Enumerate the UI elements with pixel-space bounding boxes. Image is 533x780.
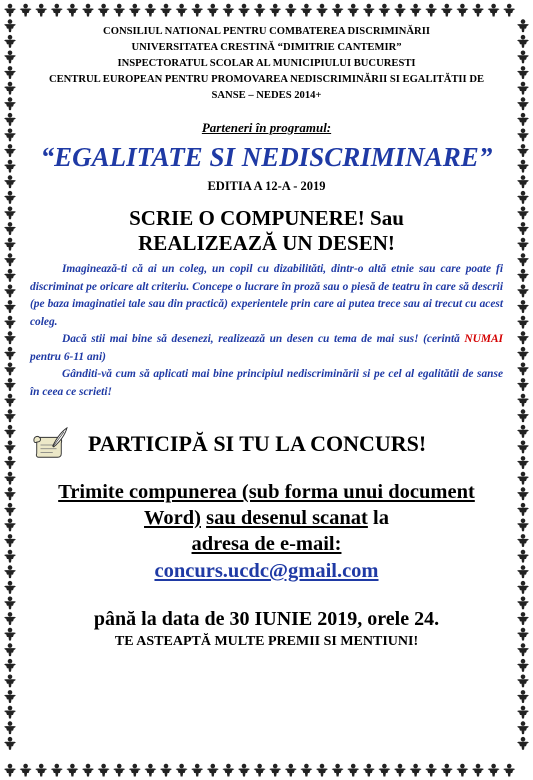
border-figure-icon <box>517 113 529 126</box>
border-figure-icon <box>4 191 16 204</box>
border-figure-icon <box>517 331 529 344</box>
send-part-2: sau desenul scanat <box>206 507 368 529</box>
border-figure-icon <box>4 472 16 485</box>
border-figure-icon <box>488 764 500 777</box>
organizer-line: CENTRUL EUROPEAN PENTRU PROMOVAREA NEDISCRIMINĂRII SI EGALITĂTII DE <box>48 74 485 85</box>
border-figure-icon <box>517 66 529 79</box>
border-figure-icon <box>4 721 16 734</box>
only-highlight: NUMAI <box>464 333 503 345</box>
send-part-1: Trimite compunerea (sub forma unui document Word) <box>58 481 475 529</box>
border-figure-icon <box>4 659 16 672</box>
border-figure-icon <box>4 690 16 703</box>
border-figure-icon <box>4 4 16 17</box>
border-figure-icon <box>517 35 529 48</box>
headline-line-2: REALIZEAZĂ UN DESEN! <box>138 231 395 255</box>
organizer-line: CONSILIUL NATIONAL PENTRU COMBATEREA DISCRIMINĂRII <box>103 26 430 37</box>
border-figure-icon <box>517 581 529 594</box>
border-figure-icon <box>4 675 16 688</box>
border-figure-icon <box>517 19 529 32</box>
border-figure-icon <box>66 764 78 777</box>
deadline: până la data de 30 IUNIE 2019, orele 24. <box>93 608 440 630</box>
border-figure-icon <box>410 764 422 777</box>
border-figure-icon <box>517 628 529 641</box>
border-figure-icon <box>4 238 16 251</box>
border-figure-icon <box>517 394 529 407</box>
border-figure-icon <box>517 456 529 469</box>
border-figure-icon <box>517 253 529 266</box>
send-part-4: adresa de e-mail: <box>191 533 342 555</box>
border-figure-icon <box>503 4 515 17</box>
border-figure-icon <box>517 207 529 220</box>
border-figure-icon <box>517 503 529 516</box>
border-figure-icon <box>191 4 203 17</box>
border-figure-icon <box>503 764 515 777</box>
border-figure-icon <box>4 394 16 407</box>
prizes-note: TE ASTEAPTĂ MULTE PREMII SI MENTIUNI! <box>114 634 419 649</box>
border-figure-icon <box>517 472 529 485</box>
edition-label: EDITIA A 12-A - 2019 <box>207 179 326 193</box>
border-figure-icon <box>4 441 16 454</box>
border-figure-icon <box>4 144 16 157</box>
border-figure-icon <box>191 764 203 777</box>
border-figure-icon <box>144 4 156 17</box>
flyer <box>30 24 503 754</box>
border-figure-icon <box>160 4 172 17</box>
border-figure-icon <box>316 4 328 17</box>
border-figure-icon <box>82 764 94 777</box>
border-figure-icon <box>4 764 16 777</box>
border-figure-icon <box>4 316 16 329</box>
border-figure-icon <box>4 253 16 266</box>
border-figure-icon <box>129 764 141 777</box>
border-figure-icon <box>285 4 297 17</box>
border-figure-icon <box>456 4 468 17</box>
border-figure-icon <box>332 764 344 777</box>
border-figure-icon <box>4 160 16 173</box>
border-figure-icon <box>4 378 16 391</box>
border-figure-icon <box>517 300 529 313</box>
border-figure-icon <box>4 269 16 282</box>
border-figure-icon <box>517 175 529 188</box>
send-part-3: la <box>373 507 389 529</box>
border-figure-icon <box>517 690 529 703</box>
border-figure-icon <box>517 534 529 547</box>
border-figure-icon <box>35 764 47 777</box>
border-figure-icon <box>285 764 297 777</box>
border-figure-icon <box>378 4 390 17</box>
border-figure-icon <box>4 129 16 142</box>
border-figure-icon <box>20 4 32 17</box>
border-figure-icon <box>517 238 529 251</box>
border-figure-icon <box>4 706 16 719</box>
border-figure-icon <box>4 331 16 344</box>
email-link[interactable]: concurs.ucdc@gmail.com <box>154 560 379 582</box>
border-figure-icon <box>517 565 529 578</box>
border-figure-icon <box>129 4 141 17</box>
border-figure-icon <box>222 764 234 777</box>
participate-heading: PARTICIPĂ SI TU LA CONCURS! <box>88 431 427 456</box>
border-figure-icon <box>517 612 529 625</box>
border-figure-icon <box>517 285 529 298</box>
border-figure-icon <box>4 207 16 220</box>
border-figure-icon <box>517 269 529 282</box>
border-figure-icon <box>347 4 359 17</box>
border-figure-icon <box>4 534 16 547</box>
border-figure-icon <box>4 581 16 594</box>
instructions-paragraph-3: Gânditi-vă cum să aplicati mai bine principiul nediscriminării si pe cel al egalitătii de sanse în ceea ce scrieti! <box>30 368 503 398</box>
border-figure-icon <box>4 300 16 313</box>
border-figure-icon <box>394 764 406 777</box>
border-figure-icon <box>472 4 484 17</box>
border-figure-icon <box>394 4 406 17</box>
border-figure-icon <box>254 4 266 17</box>
border-figure-icon <box>82 4 94 17</box>
border-figure-icon <box>517 487 529 500</box>
p2-end: pentru 6-11 ani) <box>30 350 106 363</box>
border-figure-icon <box>517 97 529 110</box>
border-figure-icon <box>4 737 16 750</box>
border-figure-icon <box>20 764 32 777</box>
border-figure-icon <box>316 764 328 777</box>
border-figure-icon <box>254 764 266 777</box>
border-figure-icon <box>517 425 529 438</box>
border-figure-icon <box>4 550 16 563</box>
border-figure-icon <box>176 764 188 777</box>
instructions-text <box>30 261 503 401</box>
border-figure-icon <box>66 4 78 17</box>
border-figure-icon <box>517 643 529 656</box>
border-figure-icon <box>144 764 156 777</box>
border-figure-icon <box>160 764 172 777</box>
border-figure-icon <box>517 347 529 360</box>
border-figure-icon <box>113 764 125 777</box>
border-figure-icon <box>4 363 16 376</box>
border-figure-icon <box>98 764 110 777</box>
border-figure-icon <box>4 82 16 95</box>
border-figure-icon <box>238 4 250 17</box>
border-figure-icon <box>238 764 250 777</box>
border-figure-icon <box>98 4 110 17</box>
border-figure-icon <box>4 19 16 32</box>
border-figure-icon <box>207 764 219 777</box>
border-figure-icon <box>517 409 529 422</box>
border-figure-icon <box>425 764 437 777</box>
organizer-line: UNIVERSITATEA CRESTINĂ “DIMITRIE CANTEMIR” <box>131 42 402 53</box>
border-figure-icon <box>441 764 453 777</box>
border-figure-icon <box>35 4 47 17</box>
border-figure-icon <box>4 51 16 64</box>
border-figure-icon <box>4 643 16 656</box>
border-figure-icon <box>4 285 16 298</box>
instructions-paragraph-2 <box>30 331 503 366</box>
border-figure-icon <box>488 4 500 17</box>
border-figure-icon <box>4 425 16 438</box>
border-figure-icon <box>517 675 529 688</box>
send-instructions <box>30 479 503 557</box>
border-figure-icon <box>517 721 529 734</box>
border-figure-icon <box>517 550 529 563</box>
border-figure-icon <box>113 4 125 17</box>
border-figure-icon <box>517 441 529 454</box>
scroll-quill-icon <box>30 427 68 461</box>
organizer-line: INSPECTORATUL SCOLAR AL MUNICIPIULUI BUCURESTI <box>117 58 416 69</box>
border-figure-icon <box>517 222 529 235</box>
border-figure-icon <box>4 487 16 500</box>
border-figure-icon <box>363 4 375 17</box>
border-figure-icon <box>378 764 390 777</box>
border-figure-icon <box>517 82 529 95</box>
border-figure-icon <box>4 409 16 422</box>
organizers-block <box>30 24 503 104</box>
border-figure-icon <box>4 519 16 532</box>
border-figure-icon <box>176 4 188 17</box>
instructions-paragraph-1: Imaginează-ti că ai un coleg, un copil cu dizabilităti, dintr-o altă etnie sau care poate fi discriminat pe oricare alt criteriu. Concepe o lucrare în proză sau o piesă de teatru în care să descrii (pe baza imaginatiei tale sau din practică) experientele prin care ai putea trece sau ai trecut cu acest coleg. <box>30 263 503 328</box>
border-figure-icon <box>4 503 16 516</box>
border-figure-icon <box>4 347 16 360</box>
border-figure-icon <box>4 97 16 110</box>
border-figure-icon <box>4 628 16 641</box>
border-figure-icon <box>269 4 281 17</box>
border-figure-icon <box>410 4 422 17</box>
border-figure-icon <box>4 35 16 48</box>
border-figure-icon <box>4 456 16 469</box>
border-figure-icon <box>4 565 16 578</box>
border-figure-icon <box>517 144 529 157</box>
p2-start: Dacă stii mai bine să desenezi, realizează un desen cu tema de mai sus! (cerintă <box>62 333 465 345</box>
program-title: “EGALITATE SI NEDISCRIMINARE” <box>40 142 493 172</box>
border-figure-icon <box>332 4 344 17</box>
headline-line-1: SCRIE O COMPUNERE! Sau <box>129 206 404 230</box>
border-figure-icon <box>517 378 529 391</box>
border-figure-icon <box>517 160 529 173</box>
border-figure-icon <box>269 764 281 777</box>
border-figure-icon <box>363 764 375 777</box>
border-figure-icon <box>51 764 63 777</box>
participate-row <box>30 427 503 461</box>
border-figure-icon <box>517 519 529 532</box>
border-figure-icon <box>441 4 453 17</box>
border-figure-icon <box>4 66 16 79</box>
border-figure-icon <box>4 113 16 126</box>
border-figure-icon <box>517 706 529 719</box>
border-figure-icon <box>4 222 16 235</box>
border-figure-icon <box>517 659 529 672</box>
headline <box>30 206 503 256</box>
border-figure-icon <box>425 4 437 17</box>
border-figure-icon <box>517 191 529 204</box>
partners-label: Parteneri în programul: <box>201 120 332 135</box>
organizer-line: SANSE – NEDES 2014+ <box>211 90 322 101</box>
border-figure-icon <box>456 764 468 777</box>
border-figure-icon <box>517 129 529 142</box>
border-figure-icon <box>517 51 529 64</box>
border-figure-icon <box>4 612 16 625</box>
border-figure-icon <box>347 764 359 777</box>
border-figure-icon <box>222 4 234 17</box>
border-figure-icon <box>300 4 312 17</box>
border-figure-icon <box>472 764 484 777</box>
border-figure-icon <box>517 597 529 610</box>
border-figure-icon <box>51 4 63 17</box>
border-figure-icon <box>4 597 16 610</box>
border-figure-icon <box>517 316 529 329</box>
border-figure-icon <box>300 764 312 777</box>
border-figure-icon <box>207 4 219 17</box>
border-figure-icon <box>517 363 529 376</box>
border-figure-icon <box>4 175 16 188</box>
border-figure-icon <box>517 737 529 750</box>
